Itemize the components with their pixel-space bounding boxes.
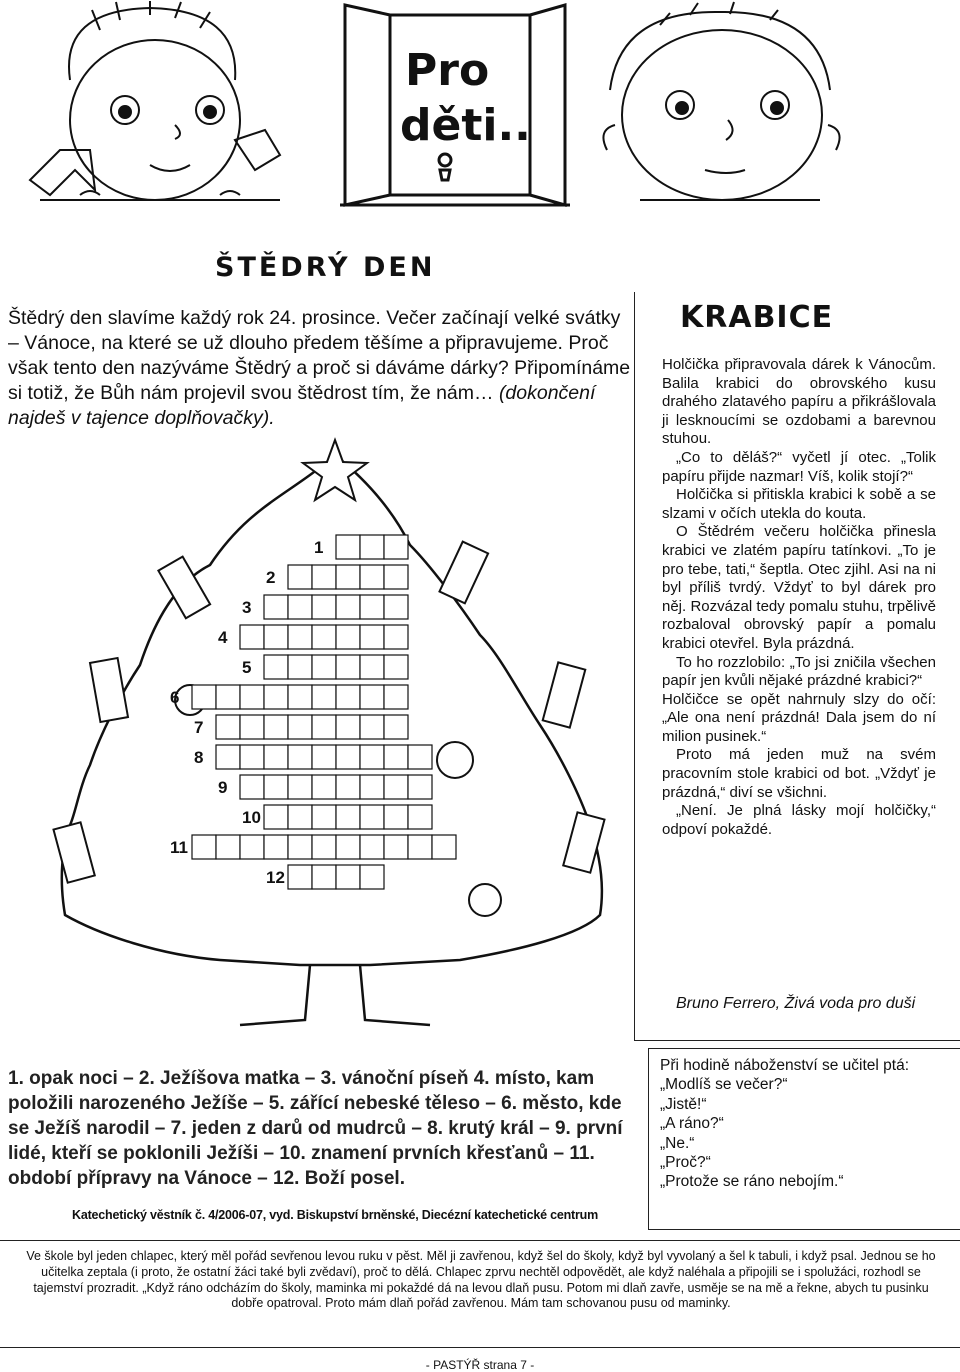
story-title: KRABICE [680,300,834,335]
crossword-cell[interactable] [312,775,336,799]
crossword-cell[interactable] [384,595,408,619]
header-illustration [0,0,960,235]
intro-italic-text: (dokončení najdeš v tajence doplňovačky). [8,382,596,429]
crossword-cell[interactable] [408,745,432,769]
crossword-cell[interactable] [312,835,336,859]
crossword-cell[interactable] [288,655,312,679]
crossword-cell[interactable] [288,685,312,709]
crossword-intro [8,306,633,431]
crossword-cell[interactable] [408,835,432,859]
story-paragraph: Holčička připravovala dárek k Vánocům. Balila krabici do obrovského kusu drahého zlatavého papíru a přikrášlovala ji lesknoucími se ozdobami a barevnou stuhou. [662,356,936,448]
crossword-cell[interactable] [336,655,360,679]
crossword-cell[interactable] [264,685,288,709]
crossword-cell[interactable] [264,805,288,829]
tree-trunk [240,965,430,1025]
page-footer: - PASTÝŘ strana 7 - [425,1358,535,1372]
crossword-cell[interactable] [240,685,264,709]
crossword-cell[interactable] [192,685,216,709]
crossword-tree [40,435,630,1045]
story-text [662,356,936,839]
crossword-cell[interactable] [384,715,408,739]
crossword-cell[interactable] [312,595,336,619]
crossword-number: 1 [314,538,324,557]
crossword-cell[interactable] [360,655,384,679]
crossword-cell[interactable] [336,685,360,709]
story-paragraph: Holčička si přitiskla krabici k sobě a se slzami v očích utekla do kouta. [662,486,936,522]
crossword-cell[interactable] [312,565,336,589]
crossword-cell[interactable] [312,685,336,709]
crossword-cell[interactable] [312,655,336,679]
crossword-cell[interactable] [336,565,360,589]
joke-line: „Proč?“ [660,1154,711,1172]
story-paragraph: O Štědrém večeru holčička přinesla krabici ve zlatém papíru tatínkovi. „To je pro tebe, tati,“ šeptla. Otec zjihl. Asi na ni byl příliš tvrdý. Vždyť to byl dárek pro něj. Rozvázal tedy pomalu stuhu, trpělivě rozbaloval obrovský papír a pomalu krabici otevřel. Byla prázdná. [662,523,936,652]
crossword-clues: 1. opak noci – 2. Ježíšova matka – 3. vánoční píseň 4. místo, kam položili narozeného Ježíše – 5. zářící nebeské těleso – 6. město, kde se Ježíš narodil – 7. jeden z darů od mudrců – 8. krutý král – 9. první lidé, kteří se poklonili Ježíši – 10. znamení prvních křesťanů – 11. období přípravy na Vánoce – 12. Boží posel. [8,1068,623,1189]
story-paragraph: „Co to děláš?“ vyčetl jí otec. „Tolik papíru přijde nazmar! Víš, kolik stojí?“ [662,448,936,485]
crossword-cell[interactable] [384,835,408,859]
crossword-cell[interactable] [240,625,264,649]
bottom-story-text: Ve škole byl jeden chlapec, který měl pořád sevřenou levou ruku v pěst. Měl ji zavřenou, když šel do školy, když byl vyvolaný a šel k tabuli, i když psal. Jednou se ho učitelka zeptala (i proto, že ostatní žáci také byli zvědaví), proč to dělá. Chlapec zprvu nechtěl odpovědět, ale když naléhala a připojili se i spolužáci, rozhodl se tajemství prozradit. „Když ráno odcházím do školy, maminka mi pokaždé dá na levou dlaň pusu. Potom mi dlaň zavře, usměje se na mě a řekne, abych tu pusinku dobře opatroval. Proto mám dlaň pořád zavřenou. Mám tam schovanou pusu od maminky. [26,1249,936,1311]
crossword-cell[interactable] [360,685,384,709]
crossword-cell[interactable] [288,565,312,589]
crossword-cell[interactable] [288,595,312,619]
crossword-cell[interactable] [360,535,384,559]
crossword-cell[interactable] [336,745,360,769]
crossword-number: 7 [194,718,204,737]
crossword-cell[interactable] [408,805,432,829]
crossword-cell[interactable] [264,595,288,619]
crossword-cell[interactable] [360,835,384,859]
crossword-cell[interactable] [192,835,216,859]
joke-line: „Jistě!“ [660,1095,707,1113]
crossword-cell[interactable] [336,595,360,619]
crossword-number: 11 [170,838,188,857]
crossword-cell[interactable] [216,715,240,739]
crossword-number: 8 [194,748,204,767]
crossword-cell[interactable] [336,625,360,649]
crossword-cell[interactable] [216,835,240,859]
joke-line: „A ráno?“ [660,1115,724,1133]
crossword-cell[interactable] [360,745,384,769]
crossword-cell[interactable] [432,835,456,859]
crossword-cell[interactable] [288,715,312,739]
crossword-cell[interactable] [360,625,384,649]
crossword-cell[interactable] [288,745,312,769]
crossword-cell[interactable] [264,775,288,799]
crossword-cell[interactable] [288,835,312,859]
crossword-cell[interactable] [384,805,408,829]
crossword-cell[interactable] [312,865,336,889]
crossword-cell[interactable] [312,805,336,829]
crossword-cell[interactable] [288,805,312,829]
story-paragraph: Holčičce se opět nahrnuly slzy do očí: „Ale ona není prázdná! Dala jsem do ní milion pusinek.“ [662,690,936,745]
crossword-cell[interactable] [360,565,384,589]
crossword-cell[interactable] [384,565,408,589]
crossword-cell[interactable] [264,745,288,769]
crossword-cell[interactable] [336,535,360,559]
crossword-cell[interactable] [216,685,240,709]
sign-line-1: Pro [405,45,490,96]
crossword-cell[interactable] [264,655,288,679]
crossword-cell[interactable] [336,805,360,829]
crossword-cell[interactable] [264,835,288,859]
crossword-cell[interactable] [384,655,408,679]
crossword-source: Katechetický věstník č. 4/2006-07, vyd. Biskupství brněnské, Diecézní katechetické centrum [72,1208,599,1222]
story-paragraph: To ho rozzlobilo: „To jsi zničila všechen papír jen kvůli nějaké prázdné krabici?“ [662,653,936,690]
crossword-cell[interactable] [384,775,408,799]
girl-drawing [30,1,280,200]
crossword-cell[interactable] [384,685,408,709]
crossword-number: 2 [266,568,276,587]
joke-text [660,1056,950,1192]
crossword-number: 5 [242,658,252,677]
crossword-cell[interactable] [336,775,360,799]
crossword-grid [192,535,456,889]
star-icon [303,440,367,500]
crossword-cell[interactable] [384,745,408,769]
crossword-cell[interactable] [264,625,288,649]
crossword-number: 10 [242,808,261,827]
crossword-cell[interactable] [288,865,312,889]
crossword-cell[interactable] [264,715,288,739]
page-title: ŠTĚDRÝ DEN [215,252,436,283]
crossword-cell[interactable] [336,835,360,859]
crossword-cell[interactable] [240,745,264,769]
story-author: Bruno Ferrero, Živá voda pro duši [676,995,916,1012]
crossword-number: 12 [266,868,285,887]
crossword-cell[interactable] [360,715,384,739]
sign-line-2: děti.. [400,100,531,151]
candles [53,542,604,883]
joke-line: „Ne.“ [660,1134,695,1152]
crossword-cell[interactable] [336,715,360,739]
joke-line: Při hodině náboženství se učitel ptá: [660,1057,910,1074]
crossword-cell[interactable] [288,775,312,799]
crossword-cell[interactable] [240,775,264,799]
crossword-cell[interactable] [288,625,312,649]
crossword-cell[interactable] [408,775,432,799]
crossword-cell[interactable] [360,775,384,799]
crossword-cell[interactable] [216,745,240,769]
crossword-cell[interactable] [240,715,264,739]
crossword-number: 4 [218,628,228,647]
crossword-cell[interactable] [336,865,360,889]
crossword-number: 9 [218,778,228,797]
crossword-number: 3 [242,598,252,617]
story-paragraph: Proto má jeden muž na svém pracovním stole krabici od bot. „Vždyť je prázdná,“ diví se všichni. [662,746,936,801]
crossword-cell[interactable] [384,535,408,559]
intro-text: Štědrý den slavíme každý rok 24. prosince. Večer začínají velké svátky – Vánoce, na které se už dlouho předem těšíme a připravujeme. Proč však tento den nazýváme Štědrý a proč si dáváme dárky? Připomínáme si totiž, že Bůh nám projevil svou štědrost tím, že nám… [8,307,631,404]
crossword-cell[interactable] [312,745,336,769]
crossword-cell[interactable] [240,835,264,859]
crossword-cell[interactable] [312,625,336,649]
joke-line: „Modlíš se večer?“ [660,1076,788,1094]
crossword-cell[interactable] [360,805,384,829]
crossword-cell[interactable] [384,625,408,649]
crossword-number: 6 [170,688,180,707]
boy-drawing [603,2,839,200]
joke-line: „Protože se ráno nebojím.“ [660,1173,844,1191]
crossword-cell[interactable] [360,595,384,619]
story-paragraph: „Není. Je plná lásky mojí holčičky,“ odpoví pokaždé. [662,802,936,838]
crossword-cell[interactable] [360,865,384,889]
crossword-cell[interactable] [312,715,336,739]
